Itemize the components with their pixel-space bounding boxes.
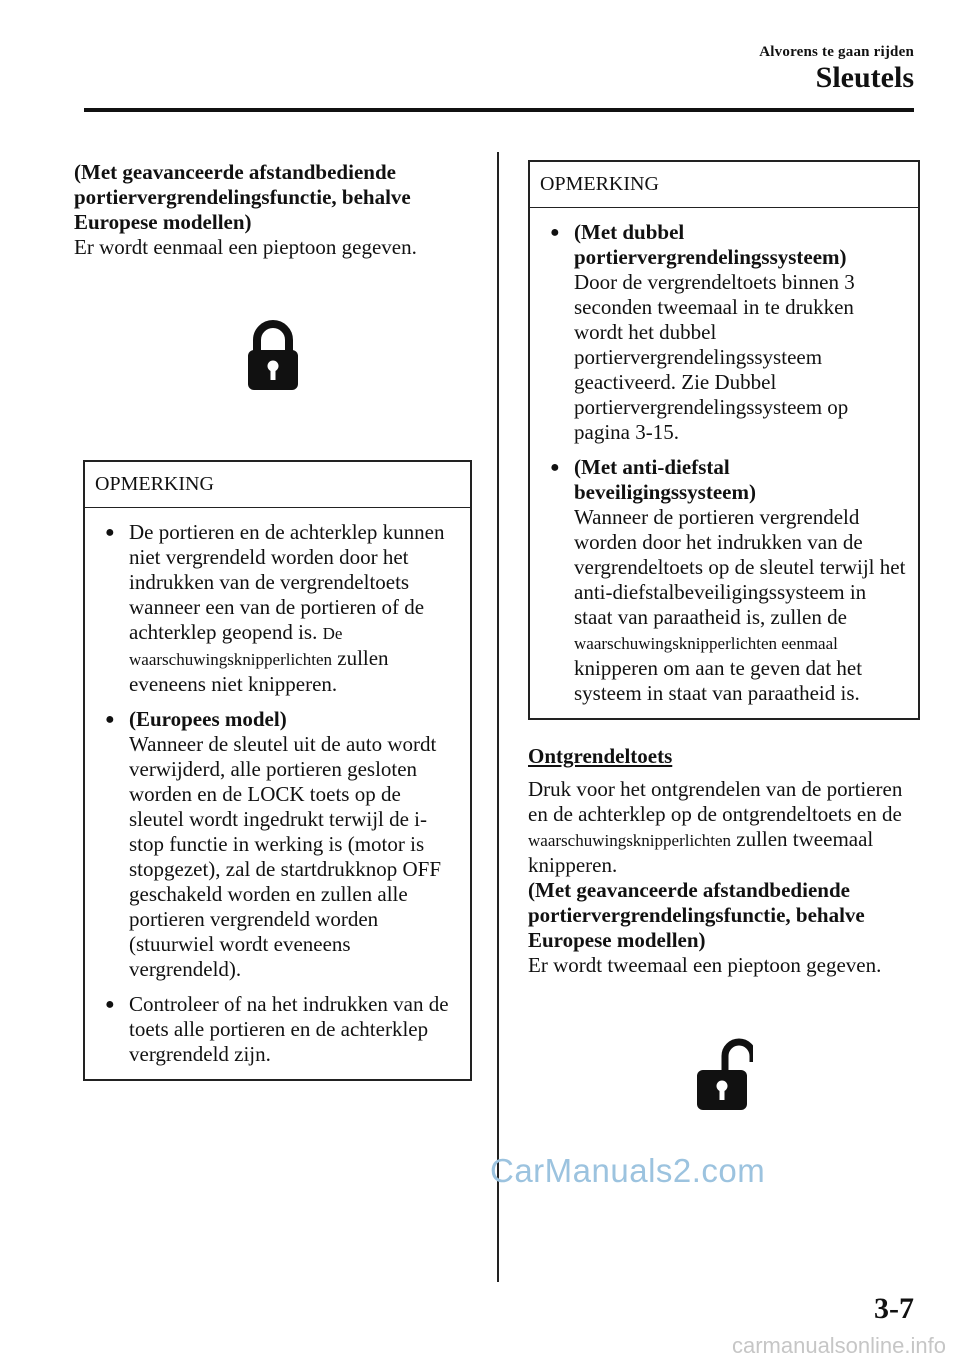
- note-list: [540, 220, 908, 706]
- right-note-box: [528, 160, 920, 720]
- left-heading-line-1: (Met geavanceerde afstandbediende: [74, 160, 396, 184]
- left-note-box: [83, 460, 472, 1081]
- note-title: OPMERKING: [530, 162, 918, 208]
- note-item-3: ● Controleer of na het indrukken van de toets alle portieren en de achterklep vergrendeld zijn.: [105, 992, 449, 1066]
- watermark-logo: CarManuals2.com: [490, 1152, 766, 1189]
- lock-closed-icon: [246, 318, 300, 392]
- note-item-2: ● (Met anti-diefstal beveiligingssysteem) Wanneer de portieren vergrendeld worden door het indrukken van de vergrendeltoets op de sleutel terwijl het anti-diefstalbeveiligingssysteem in staat van paraatheid is, zullen de waarschuwingsknipperlichten eenmaal knipperen om aan te geven dat het systeem in staat van paraatheid is.: [550, 455, 906, 705]
- page-number: 3-7: [874, 1292, 914, 1325]
- bullet-icon: ●: [550, 459, 560, 476]
- footer-site-link[interactable]: carmanualsonline.info: [731, 1333, 946, 1358]
- left-beep-text: Er wordt eenmaal een pieptoon gegeven.: [74, 235, 417, 259]
- note-item-2: ● (Europees model) Wanneer de sleutel uit de auto wordt verwijderd, alle portieren gesloten worden en de LOCK toets op de sleutel wordt ingedrukt terwijl de i-stop functie in werking is (motor is stopgezet), zal de startdrukknop OFF geschakeld worden en zullen alle portieren vergrendeld worden (stuurwiel wordt eveneens vergrendeld).: [105, 707, 442, 981]
- note-list: [95, 520, 460, 1067]
- section-subtitle: Alvorens te gaan rijden: [759, 44, 914, 60]
- note-item-1: ● De portieren en de achterklep kunnen niet vergrendeld worden door het indrukken van de vergrendeltoets wanneer een van de portieren of de achterklep geopend is. De waarschuwingsknipperlichten zullen eveneens niet knipperen.: [105, 520, 445, 696]
- left-heading-line-2: portiervergrendelingsfunctie, behalve: [74, 185, 411, 209]
- right-column: [528, 160, 920, 1112]
- column-divider: [497, 152, 499, 1282]
- bullet-icon: ●: [550, 224, 560, 241]
- bullet-icon: ●: [105, 996, 115, 1013]
- right-beep-text: Er wordt tweemaal een pieptoon gegeven.: [528, 953, 882, 977]
- page-title: Sleutels: [815, 61, 914, 94]
- section-heading: Ontgrendeltoets: [528, 744, 673, 768]
- unlock-icon-area: [528, 978, 920, 1112]
- note-item-1: ● (Met dubbel portiervergrendelingssysteem) Door de vergrendeltoets binnen 3 seconden tweemaal in te drukken wordt het dubbel portiervergrendelingssysteem geactiveerd. Zie Dubbel portiervergrendelingssysteem op pagina 3-15.: [550, 220, 855, 444]
- header-rule: [84, 108, 914, 112]
- right-heading-line-2: portiervergrendelingsfunctie, behalve: [528, 903, 865, 927]
- note-title: OPMERKING: [85, 462, 470, 508]
- left-column: [74, 160, 472, 1081]
- bullet-icon: ●: [105, 524, 115, 541]
- bullet-icon: ●: [105, 711, 115, 728]
- right-heading-line-3: Europese modellen): [528, 928, 706, 952]
- lock-open-icon: [695, 1036, 753, 1112]
- left-heading-line-3: Europese modellen): [74, 210, 252, 234]
- right-heading-line-1: (Met geavanceerde afstandbediende: [528, 878, 850, 902]
- unlock-paragraph: Druk voor het ontgrendelen van de portieren en de achterklep op de ontgrendeltoets en de waarschuwingsknipperlichten zullen tweemaal knipperen.: [528, 777, 903, 877]
- lock-icon-area: [74, 260, 472, 460]
